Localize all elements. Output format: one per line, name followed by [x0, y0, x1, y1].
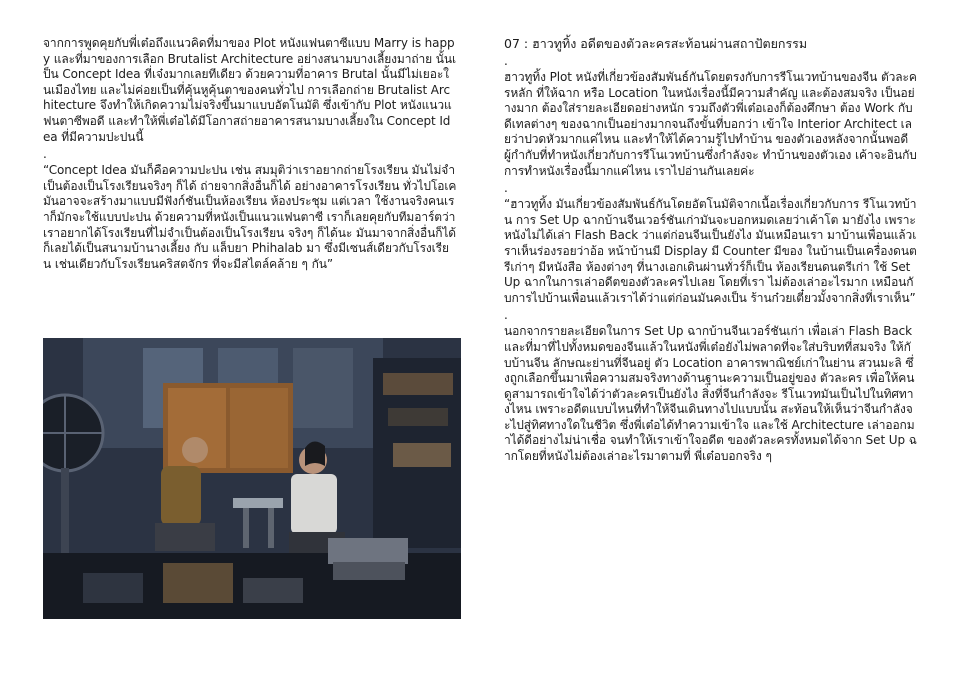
left-column [43, 36, 457, 272]
right-separator-2: . [504, 181, 508, 196]
left-intro-paragraph: จากการพูดคุยกับพี่เต๋อถึงแนวคิดที่มาของ Plot หนังแฟนตาซีแบบ Marry is happy และที่มาของการเลือก Brutalist Architecture อย่างสนามบางเลี้ยงมาถ่าย นั้นเป็น Concept Idea ที่เจ๋งมากเลยทีเดียว ด้วยความที่อาคาร Brutal นั้นมีไม่เยอะในเมืองไทย และไม่ค่อยเป็นที่คุ้นหูคุ้นตาของคนทั่วไป การเลือกถ่าย Brutalist Architecture จึงทำให้เกิดความไม่จริงขึ้นมาแบบอัตโนมัติ ซึ่งเข้ากับ Plot หนังแนวแฟนตาซีพอดี และทำให้พี่เต๋อได้มีโอกาสถ่ายอาคารสนามบางเลี้ยงใน Concept Idea ที่มีความปะปนนี้ [43, 36, 456, 144]
right-quote-paragraph: “ฮาวทูทิ้ง มันเกี่ยวข้องสัมพันธ์กันโดยอัตโนมัติจากเนื้อเรื่องเกี่ยวกับการ รีโนเวทบ้าน การ Set Up ฉากบ้านจีนเวอร์ชันเก่ามันจะบอกหมดเลยว่าเค้าโต มายังไง เพราะหนังไม่ได้เล่า Flash Back ว่าแต่ก่อนจีนเป็นยังไง มันเหมือนเรา มาบ้านเพื่อนแล้วเราเห็นร่องรอยว่าอ้อ หน้าบ้านมี Display มี Counter มีของ ในบ้านเป็นเครื่องดนตรีเก่าๆ มีหนังสือ ห้องต่างๆ ที่นางเอกเดินผ่านทั่วร์ก็เป็น ห้องเรียนดนตรีเก่า ใช้ Set Up ฉากในการเล่าอดีตของตัวละครไปเลย โดยที่เรา ไม่ต้องเล่าอะไรมาก เหมือนกับการไปบ้านเพื่อนแล้วเราได้ว่าแต่ก่อนมันคงเป็น ร้านก๋วยเตี๋ยวมั้งจากสิ่งที่เราเห็น” [504, 197, 917, 305]
section-heading: 07 : ฮาวทูทิ้ง อดีตของตัวละครสะท้อนผ่านสถาปัตยกรรม [504, 36, 808, 51]
film-still-image [43, 338, 461, 619]
left-separator: . [43, 147, 47, 162]
right-separator-3: . [504, 308, 508, 323]
right-intro-paragraph: ฮาวทูทิ้ง Plot หนังที่เกี่ยวข้องสัมพันธ์กันโดยตรงกับการรีโนเวทบ้านของจีน ตัวละครหลัก ที่ให้ฉาก หรือ Location ในหนังเรื่องนี้มีความสำคัญ และต้องสมจริง เป็นอย่างมาก ต้องใส่รายละเอียดอย่างหนัก รวมถึงตัวพี่เต๋อเองก็ต้องศึกษา ต้อง Work กับดีเทลต่างๆ ของฉากเป็นอย่างมากจนถึงขั้นที่บอกว่า เข้าใจ Interior Architect เลยว่าปวดหัวมากแค่ไหน และทำให้ได้ความรู้ไปทำบ้าน ของตัวเองหลังจากนั้นพอดี ผู้กำกับที่ทำหนังเกี่ยวกับการรีโนเวทบ้านซึ่งกำลังจะ ทำบ้านของตัวเอง เค้าจะอินกับการทำหนังเรื่องนี้มากแค่ไหน เราไปอ่านกันเลยค่ะ [504, 70, 917, 178]
right-separator-1: . [504, 54, 508, 68]
right-closing-paragraph: นอกจากรายละเอียดในการ Set Up ฉากบ้านจีนเวอร์ชันเก่า เพื่อเล่า Flash Back และที่มาที่ไปทั้งหมดของจีนแล้วในหนังพี่เต๋อยังไม่พลาดที่จะใส่บริบทที่สมจริง ให้กับบ้านจีน ลักษณะย่านที่จีนอยู่ ตัว Location อาคารพาณิชย์เก่าในย่าน สวนมะลิ ซึ่งถูกเลือกขึ้นมาเพื่อความสมจริงทางด้านฐานะความเป็นอยู่ของ ตัวละคร เพื่อให้คนดูสามารถเข้าใจได้ว่าตัวละครเป็นยังไง สิ่งที่จีนกำลังจะ รีโนเวทมันเป็นไปในทิศทางไหน เพราะอดีตแบบไหนที่ทำให้จีนเดินทางไปแบบนั้น สะท้อนให้เห็นว่าจีนกำลังจะไปสู่ทิศทางใดในชีวิต ซึ่งพี่เต๋อได้ทำความเข้าใจ และใช้ Architecture เล่าออกมาได้ดีอย่างไม่น่าเชื่อ จนทำให้เราเข้าใจอดีต ของตัวละครทั้งหมดได้จาก Set Up ฉากโดยที่หนังไม่ต้องเล่าอะไรมาตามที่ พี่เต๋อบอกจริง ๆ [504, 324, 917, 464]
left-quote-paragraph: “Concept Idea มันก็คือความปะปน เช่น สมมุติว่าเราอยากถ่ายโรงเรียน มันไม่จำเป็นต้องเป็นโรงเรียนจริงๆ ก็ได้ ถ่ายจากสิ่งอื่นก็ได้ อย่างอาคารโรงเรียน ทั่วไปโอเคมันอาจจะสร้างมาแบบมีฟังก์ชันเป็นห้องเรียน ห้องประชุม แต่เวลา ใช้งานจริงคนเราก็มักจะใช้แบบปะปน ด้วยความที่หนังเป็นแนวแฟนตาซี เราก็เลยคุยกับทีมอาร์ตว่าเราอยากได้โรงเรียนที่ไม่จำเป็นต้องเป็นโรงเรียน จริงๆ ก็ได้นะ มันมาจากสิ่งอื่นก็ได้ ก็เลยได้เป็นสนามบ้านางเลี้ยง กับ แล็บยา Phihalab มา ซึ่งมีเซนส์เดียวกับโรงเรียน เช่นเดียวกับโรงเรียนคริสตจักร ที่จะมีสไตล์คล้าย ๆ กัน” [43, 163, 457, 271]
right-column [504, 36, 918, 465]
film-still-photo [43, 338, 461, 619]
